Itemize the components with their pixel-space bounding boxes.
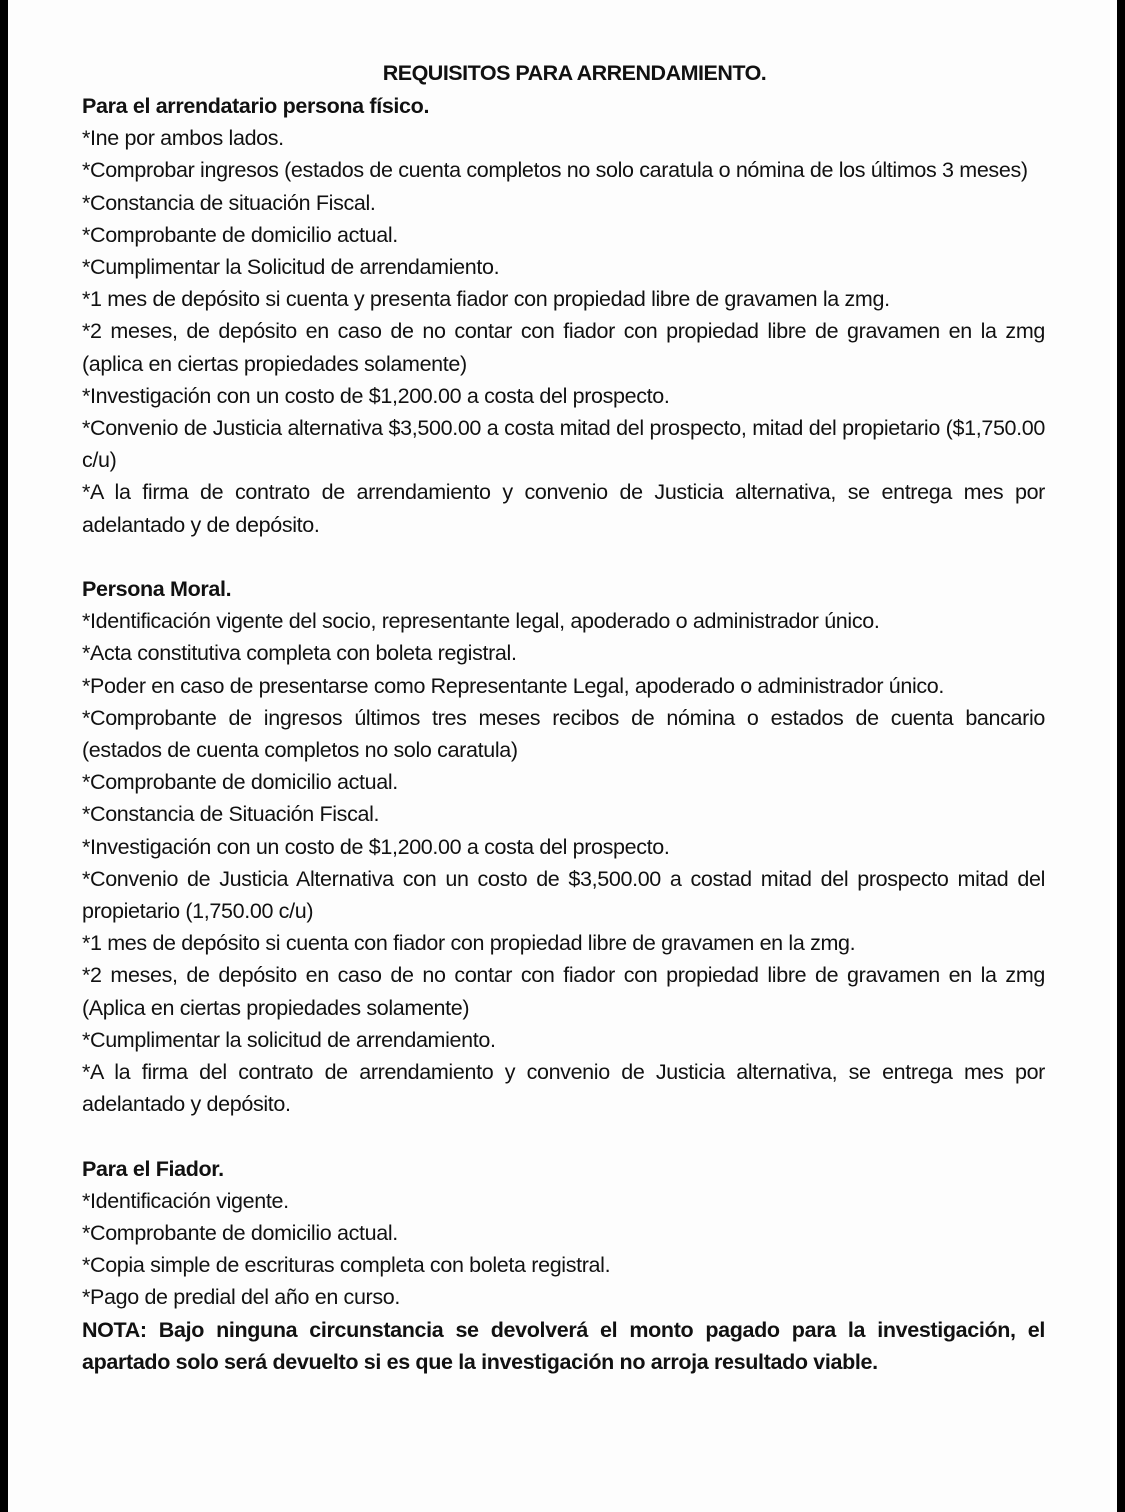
list-item: *Identificación vigente del socio, representante legal, apoderado o administrador único. bbox=[82, 609, 880, 634]
list-item: *Comprobante de domicilio actual. bbox=[82, 1221, 398, 1246]
document-title: REQUISITOS PARA ARRENDAMIENTO. bbox=[382, 61, 767, 85]
list-item: *2 meses, de depósito en caso de no contar con fiador con propiedad libre de gravamen en la zmg (aplica en ciertas propiedades solamente) bbox=[82, 319, 1045, 376]
section-spacer bbox=[82, 541, 1045, 573]
list-item: *1 mes de depósito si cuenta y presenta fiador con propiedad libre de gravamen la zmg. bbox=[82, 287, 890, 312]
section-spacer bbox=[82, 1120, 1045, 1152]
list-item: *Cumplimentar la solicitud de arrendamiento. bbox=[82, 1027, 496, 1052]
list-item: *Pago de predial del año en curso. bbox=[82, 1285, 401, 1310]
list-item: *Constancia de situación Fiscal. bbox=[82, 190, 376, 215]
list-item: *Investigación con un costo de $1,200.00 a costa del prospecto. bbox=[82, 834, 670, 859]
list-item: *Comprobante de ingresos últimos tres meses recibos de nómina o estados de cuenta bancario (estados de cuenta completos no solo caratula) bbox=[82, 705, 1045, 763]
list-item: *Investigación con un costo de $1,200.00 a costa del prospecto. bbox=[82, 383, 670, 408]
list-item: *2 meses, de depósito en caso de no contar con fiador con propiedad libre de gravamen en la zmg (Aplica en ciertas propiedades solamente) bbox=[82, 963, 1045, 1020]
note-text: NOTA: Bajo ninguna circunstancia se devolverá el monto pagado para la investigación, el apartado solo será devuelto si es que la investigación no arroja resultado viable. bbox=[82, 1317, 1045, 1374]
list-item: *Poder en caso de presentarse como Representante Legal, apoderado o administrador único. bbox=[82, 673, 945, 698]
section-persona-fisica bbox=[82, 90, 1045, 541]
list-item: *Comprobante de domicilio actual. bbox=[82, 770, 398, 795]
section-persona-moral bbox=[82, 573, 1045, 1120]
list-item: *Cumplimentar la Solicitud de arrendamiento. bbox=[82, 255, 500, 280]
section-heading: Para el arrendatario persona físico. bbox=[82, 94, 430, 118]
list-item: *Copia simple de escrituras completa con boleta registral. bbox=[82, 1253, 611, 1278]
list-item: *1 mes de depósito si cuenta con fiador con propiedad libre de gravamen en la zmg. bbox=[82, 931, 856, 956]
list-item: *Acta constitutiva completa con boleta registral. bbox=[82, 641, 517, 666]
list-item: *Convenio de Justicia alternativa $3,500.00 a costa mitad del prospecto, mitad del propietario ($1,750.00 c/u) bbox=[82, 416, 1045, 473]
section-fiador bbox=[82, 1153, 1045, 1314]
document-page bbox=[8, 0, 1117, 1512]
list-item: *Constancia de Situación Fiscal. bbox=[82, 802, 380, 827]
section-heading: Persona Moral. bbox=[82, 577, 232, 602]
list-item: *Identificación vigente. bbox=[82, 1188, 289, 1213]
list-item: *Comprobante de domicilio actual. bbox=[82, 222, 398, 247]
document-content bbox=[82, 56, 1045, 1378]
list-item: *Comprobar ingresos (estados de cuenta completos no solo caratula o nómina de los últimos 3 meses) bbox=[82, 158, 1028, 183]
section-heading: Para el Fiador. bbox=[82, 1156, 224, 1181]
list-item: *A la firma del contrato de arrendamiento y convenio de Justicia alternativa, se entrega mes por adelantado y depósito. bbox=[82, 1060, 1045, 1117]
list-item: *A la firma de contrato de arrendamiento y convenio de Justicia alternativa, se entrega mes por adelantado y de depósito. bbox=[82, 480, 1045, 537]
list-item: *Convenio de Justicia Alternativa con un costo de $3,500.00 a costad mitad del prospecto mitad del propietario (1,750.00 c/u) bbox=[82, 866, 1045, 924]
list-item: *Ine por ambos lados. bbox=[82, 126, 284, 151]
